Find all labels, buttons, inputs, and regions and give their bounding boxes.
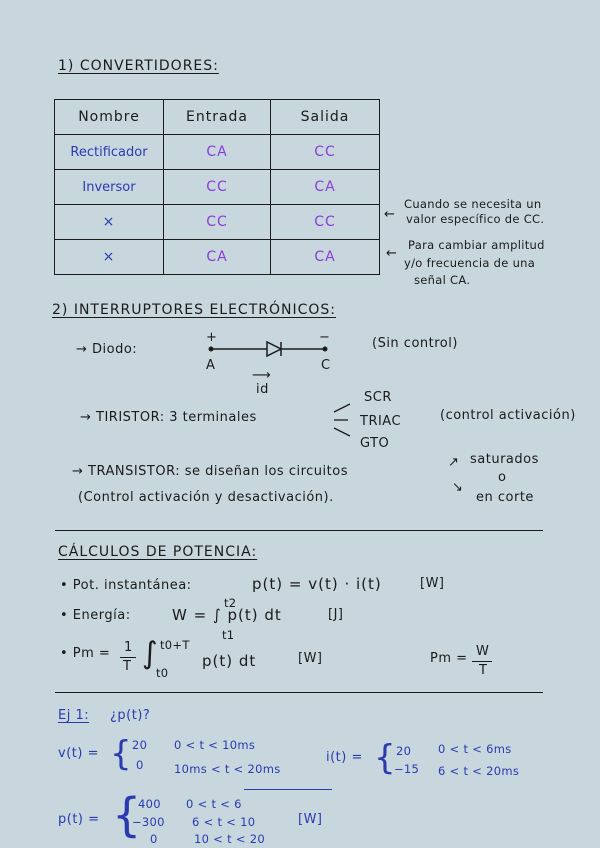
- row-name: Inversor: [55, 170, 164, 205]
- header-nombre: Nombre: [55, 100, 164, 135]
- pm-label: • Pm =: [60, 646, 111, 661]
- pm-lower-limit: t0: [156, 666, 169, 680]
- divider: [55, 530, 543, 531]
- table-row: [55, 135, 380, 170]
- row-out: CA: [271, 170, 380, 205]
- pm-upper-limit: t0+T: [160, 638, 190, 652]
- current-arrow-icon: ⟶: [252, 368, 271, 383]
- pm-alt-num: W: [476, 644, 490, 659]
- tiristor-type-gto: GTO: [360, 436, 390, 451]
- energia-upper-limit: t2: [224, 596, 237, 610]
- note-ca-line3: señal CA.: [414, 273, 471, 287]
- i-lhs: i(t) =: [326, 750, 363, 765]
- state-or: o: [498, 470, 507, 485]
- diodo-plus: +: [206, 330, 218, 345]
- pm-alt-den: T: [479, 663, 488, 678]
- v-case-cond: 0 < t < 10ms: [174, 738, 256, 752]
- separator-line: [244, 789, 332, 790]
- table-header-row: [55, 100, 380, 135]
- arrow-left-icon: ←: [386, 246, 397, 261]
- diodo-label: → Diodo:: [76, 342, 138, 357]
- row-in: CC: [164, 170, 271, 205]
- table-row: [55, 170, 380, 205]
- branch-lines-icon: [332, 398, 354, 442]
- p-unit: [W]: [298, 812, 323, 827]
- pot-unit: [W]: [420, 576, 445, 591]
- transistor-line2: (Control activación y desactivación).: [78, 490, 334, 505]
- p-case-cond: 6 < t < 10: [192, 815, 256, 829]
- fraction-bar: [472, 661, 492, 662]
- header-entrada: Entrada: [164, 100, 271, 135]
- section2-title: 2) INTERRUPTORES ELECTRÓNICOS:: [52, 302, 337, 318]
- v-case-val: 0: [136, 758, 144, 772]
- tiristor-note: (control activación): [440, 408, 576, 423]
- table-row: [55, 205, 380, 240]
- note-ca-line1: Para cambiar amplitud: [408, 238, 545, 252]
- brace-icon: {: [110, 734, 132, 774]
- row-in: CC: [164, 205, 271, 240]
- row-name: Rectificador: [55, 135, 164, 170]
- diodo-minus: −: [319, 330, 331, 345]
- note-cc-line1: Cuando se necesita un: [404, 197, 542, 211]
- pm-alt-lhs: Pm =: [430, 651, 468, 666]
- node-c: C: [321, 358, 331, 373]
- transistor-line1: → TRANSISTOR: se diseñan los circuitos: [72, 464, 348, 479]
- i-case-cond: 6 < t < 20ms: [438, 764, 520, 778]
- p-case-cond: 10 < t < 20: [194, 832, 265, 846]
- pm-unit: [W]: [298, 651, 323, 666]
- pot-label: • Pot. instantánea:: [60, 578, 192, 593]
- example-question: ¿p(t)?: [110, 708, 151, 723]
- integral-icon: ∫: [142, 636, 158, 671]
- diode-symbol-icon: [205, 338, 335, 360]
- row-out: CC: [271, 135, 380, 170]
- row-out: CA: [271, 240, 380, 275]
- fraction-bar: [120, 657, 136, 658]
- v-case-cond: 10ms < t < 20ms: [174, 762, 281, 776]
- diodo-note: (Sin control): [372, 336, 458, 351]
- section3-title: CÁLCULOS DE POTENCIA:: [58, 544, 258, 560]
- row-name: ×: [55, 240, 164, 275]
- current-label: id: [256, 382, 269, 397]
- note-cc-line2: valor específico de CC.: [406, 212, 545, 226]
- pot-formula: p(t) = v(t) · i(t): [252, 575, 382, 593]
- energia-formula: W = ∫ p(t) dt: [172, 606, 282, 624]
- p-case-val: 0: [150, 832, 158, 846]
- tiristor-type-triac: TRIAC: [360, 414, 402, 429]
- row-out: CC: [271, 205, 380, 240]
- p-case-val: −300: [132, 815, 165, 829]
- row-name: ×: [55, 205, 164, 240]
- row-in: CA: [164, 135, 271, 170]
- pm-frac-num: 1: [124, 640, 133, 655]
- state-saturados: saturados: [470, 452, 539, 467]
- arrow-left-icon: ←: [384, 207, 395, 222]
- energia-unit: [J]: [328, 607, 344, 622]
- v-lhs: v(t) =: [58, 746, 99, 761]
- p-lhs: p(t) =: [58, 812, 100, 827]
- arrow-up-right-icon: ↗: [448, 455, 459, 470]
- energia-label: • Energía:: [60, 608, 131, 623]
- brace-icon: {: [112, 788, 142, 842]
- table-row: [55, 240, 380, 275]
- arrow-down-right-icon: ↘: [452, 480, 463, 495]
- state-en-corte: en corte: [476, 490, 534, 505]
- header-salida: Salida: [271, 100, 380, 135]
- brace-icon: {: [374, 738, 396, 778]
- converters-table: [54, 99, 380, 275]
- section1-title: 1) CONVERTIDORES:: [58, 58, 219, 74]
- pm-integrand: p(t) dt: [202, 652, 257, 670]
- v-case-val: 20: [132, 738, 148, 752]
- node-a: A: [206, 358, 216, 373]
- tiristor-label: → TIRISTOR: 3 terminales: [80, 410, 257, 425]
- divider: [55, 692, 543, 693]
- note-ca-line2: y/o frecuencia de una: [404, 256, 536, 270]
- i-case-cond: 0 < t < 6ms: [438, 742, 512, 756]
- energia-lower-limit: t1: [222, 628, 235, 642]
- p-case-cond: 0 < t < 6: [186, 797, 242, 811]
- pm-frac-den: T: [123, 659, 132, 674]
- i-case-val: −15: [394, 762, 420, 776]
- i-case-val: 20: [396, 744, 412, 758]
- row-in: CA: [164, 240, 271, 275]
- p-case-val: 400: [138, 797, 161, 811]
- tiristor-type-scr: SCR: [364, 390, 392, 405]
- example-title: Ej 1:: [58, 708, 90, 723]
